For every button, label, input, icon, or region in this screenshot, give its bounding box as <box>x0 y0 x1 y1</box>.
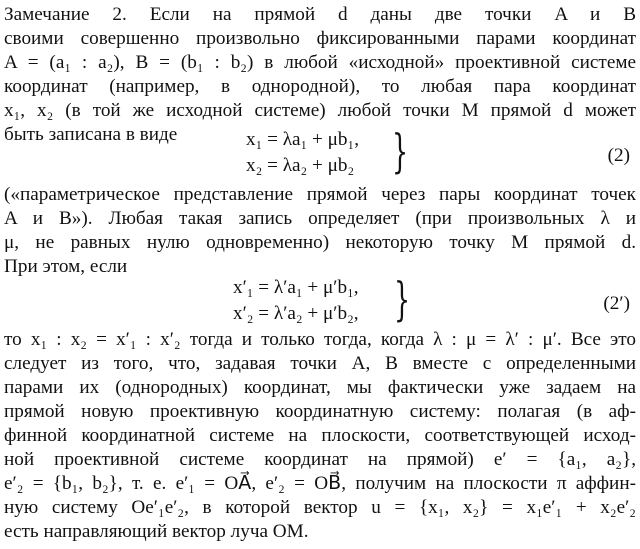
formula-2prime-row-1: x′₁ = λ′a₁ + μ′b₁, <box>233 277 359 298</box>
formula-2-row-2: x₂ = λa₂ + μb₂ <box>246 155 355 176</box>
text-line: e′₂ = {b₁, b₂}, т. е. e′₁ = OA⃗, e′₂ = OB⃗, получим на плоскости π аффин- <box>4 473 636 494</box>
text-line: x₁, x₂ (в той же исходной системе) любой точки M прямой d может <box>4 100 636 121</box>
text-line: Замечание 2. Если на прямой d даны две точки A и B <box>4 4 636 25</box>
equation-number-2prime: (2′) <box>603 293 630 314</box>
text-line: ной проективной системе координат на прямой) e′ = {a₁, a₂}, <box>4 449 636 470</box>
text-line: своими совершенно произвольно фиксированными парами координат <box>4 28 636 49</box>
text-line: есть направляющий вектор луча OM. <box>4 521 309 542</box>
text-line: μ, не равных нулю одновременно) некоторую точку M прямой d. <box>4 232 636 253</box>
text-line: прямой новую проективную координатную систему: полагая (в аф- <box>4 401 636 422</box>
text-line: парами их (однородных) координат, мы фактически уже задаем на <box>4 377 636 398</box>
formula-2prime-row-2: x′₂ = λ′a₂ + μ′b₂, <box>233 303 359 324</box>
formula-2prime-brace: } <box>394 272 411 326</box>
formula-2-row-1: x₁ = λa₁ + μb₁, <box>246 129 359 150</box>
text-line: быть записана в виде <box>4 124 178 145</box>
text-line: финной координатной системе на плоскости, соответствующей исход- <box>4 425 636 446</box>
equation-number-2: (2) <box>607 145 630 166</box>
text-line: При этом, если <box>4 256 128 277</box>
text-line: («параметрическое представление прямой через пары координат точек <box>4 184 636 205</box>
text-line: координат (например, в однородной), то любая пара координат <box>4 76 636 97</box>
text-line: следует из того, что, задавая точки A, B вместе с определенными <box>4 353 636 374</box>
text-line: ную систему Oe′₁e′₂, в которой вектор u = {x₁, x₂} = x₁e′₁ + x₂e′₂ <box>4 497 636 518</box>
formula-2-brace: } <box>392 124 409 178</box>
text-line: A и B»). Любая такая запись определяет (при произвольных λ и <box>4 208 636 229</box>
text-line: то x₁ : x₂ = x′₁ : x′₂ тогда и только тогда, когда λ : μ = λ′ : μ′. Все это <box>4 329 636 350</box>
text-line: A = (a₁ : a₂), B = (b₁ : b₂) в любой «исходной» проективной системе <box>4 52 636 73</box>
